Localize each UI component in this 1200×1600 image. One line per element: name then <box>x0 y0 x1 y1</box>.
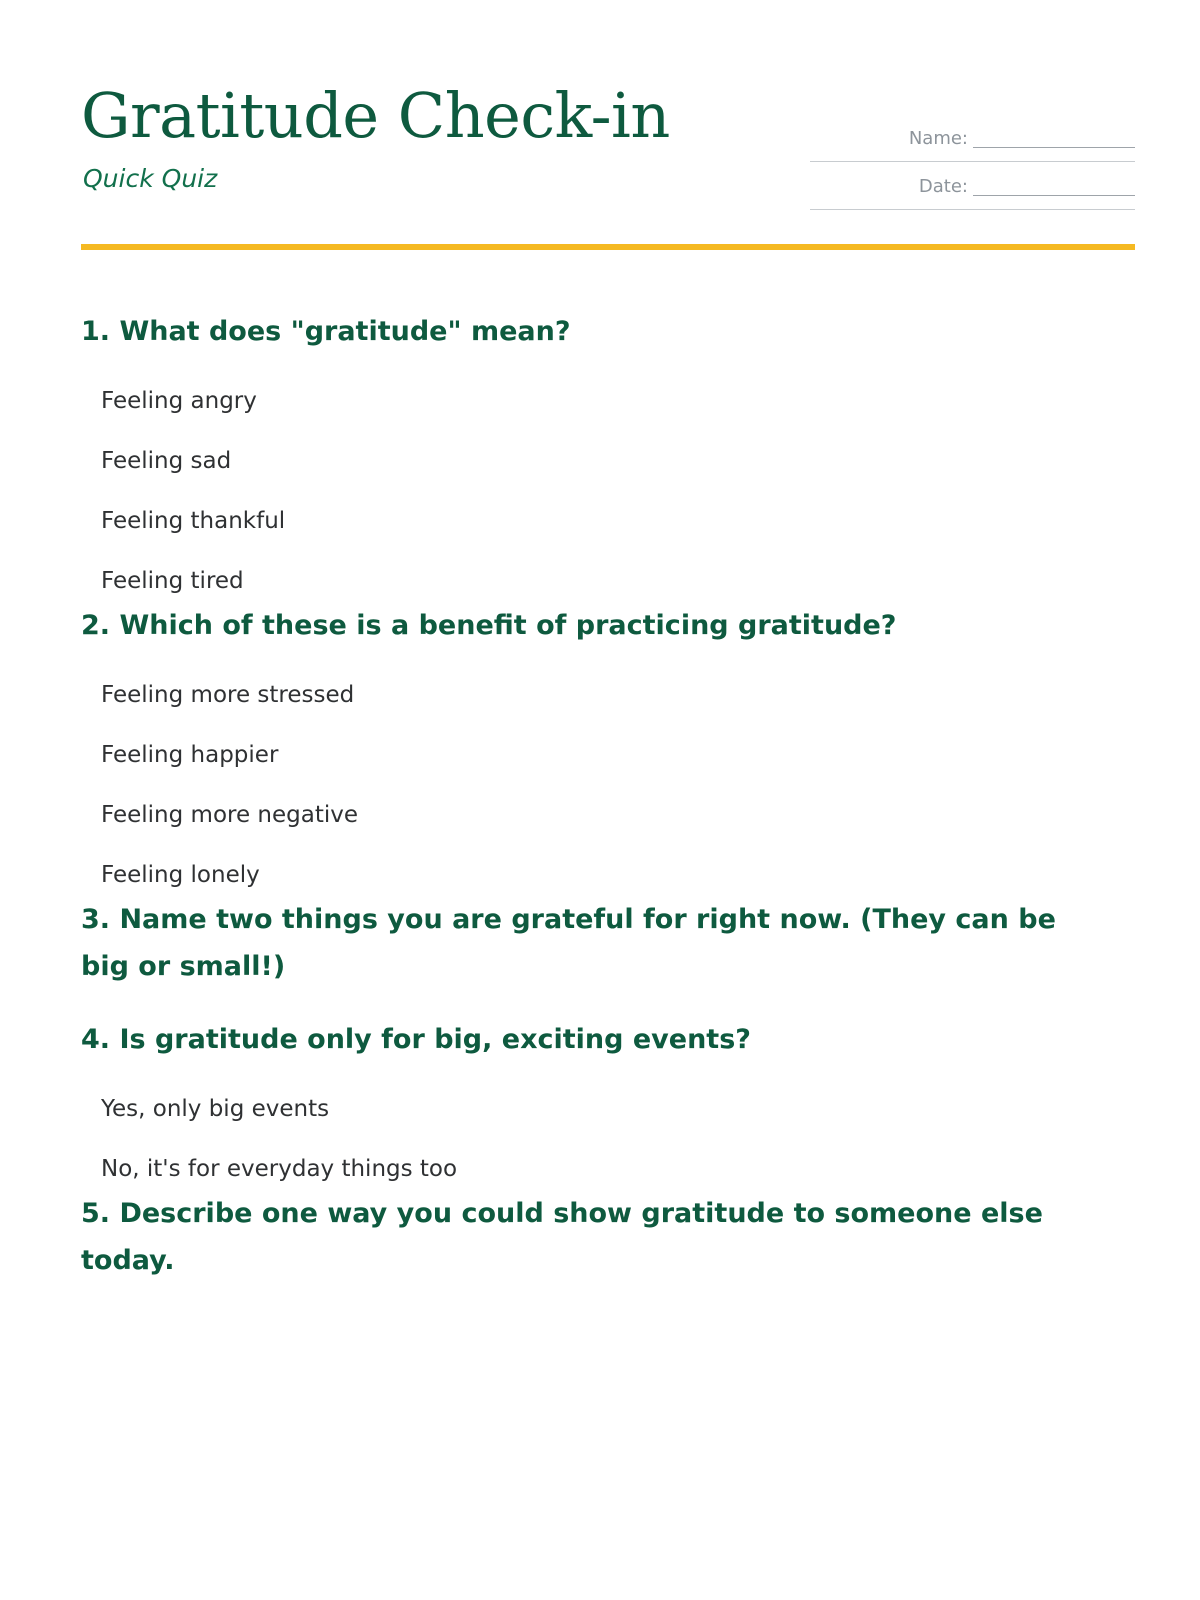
question-4-option-2: No, it's for everyday things too <box>101 1156 458 1182</box>
question-2-option-4: Feeling lonely <box>101 862 260 888</box>
question-2-option-3: Feeling more negative <box>101 802 359 828</box>
date-label: Date: <box>918 176 968 197</box>
name-label: Name: <box>908 128 968 149</box>
question-1-option-2: Feeling sad <box>101 448 232 474</box>
question-3: 3. Name two things you are grateful for right now. (They can be big or small!) <box>81 904 1056 982</box>
question-1-option-3: Feeling thankful <box>101 508 286 534</box>
question-1: 1. What does "gratitude" mean? <box>81 316 571 347</box>
question-1-option-4: Feeling tired <box>101 568 244 594</box>
question-1-option-1: Feeling angry <box>101 388 257 414</box>
question-4: 4. Is gratitude only for big, exciting events? <box>81 1024 751 1055</box>
question-2-option-2: Feeling happier <box>101 742 279 768</box>
date-write-line <box>973 195 1135 196</box>
name-write-line <box>973 147 1135 148</box>
quiz-header <box>81 78 1135 248</box>
date-row <box>810 162 1135 210</box>
student-info-block <box>810 114 1135 210</box>
question-4-option-1: Yes, only big events <box>101 1096 330 1122</box>
question-2: 2. Which of these is a benefit of practicing gratitude? <box>81 610 897 641</box>
header-divider <box>81 244 1135 250</box>
page-subtitle: Quick Quiz <box>83 164 218 193</box>
question-2-option-1: Feeling more stressed <box>101 682 355 708</box>
page-title: Gratitude Check-in <box>81 79 670 152</box>
name-row <box>810 114 1135 162</box>
question-5: 5. Describe one way you could show gratitude to someone else today. <box>81 1198 1043 1276</box>
